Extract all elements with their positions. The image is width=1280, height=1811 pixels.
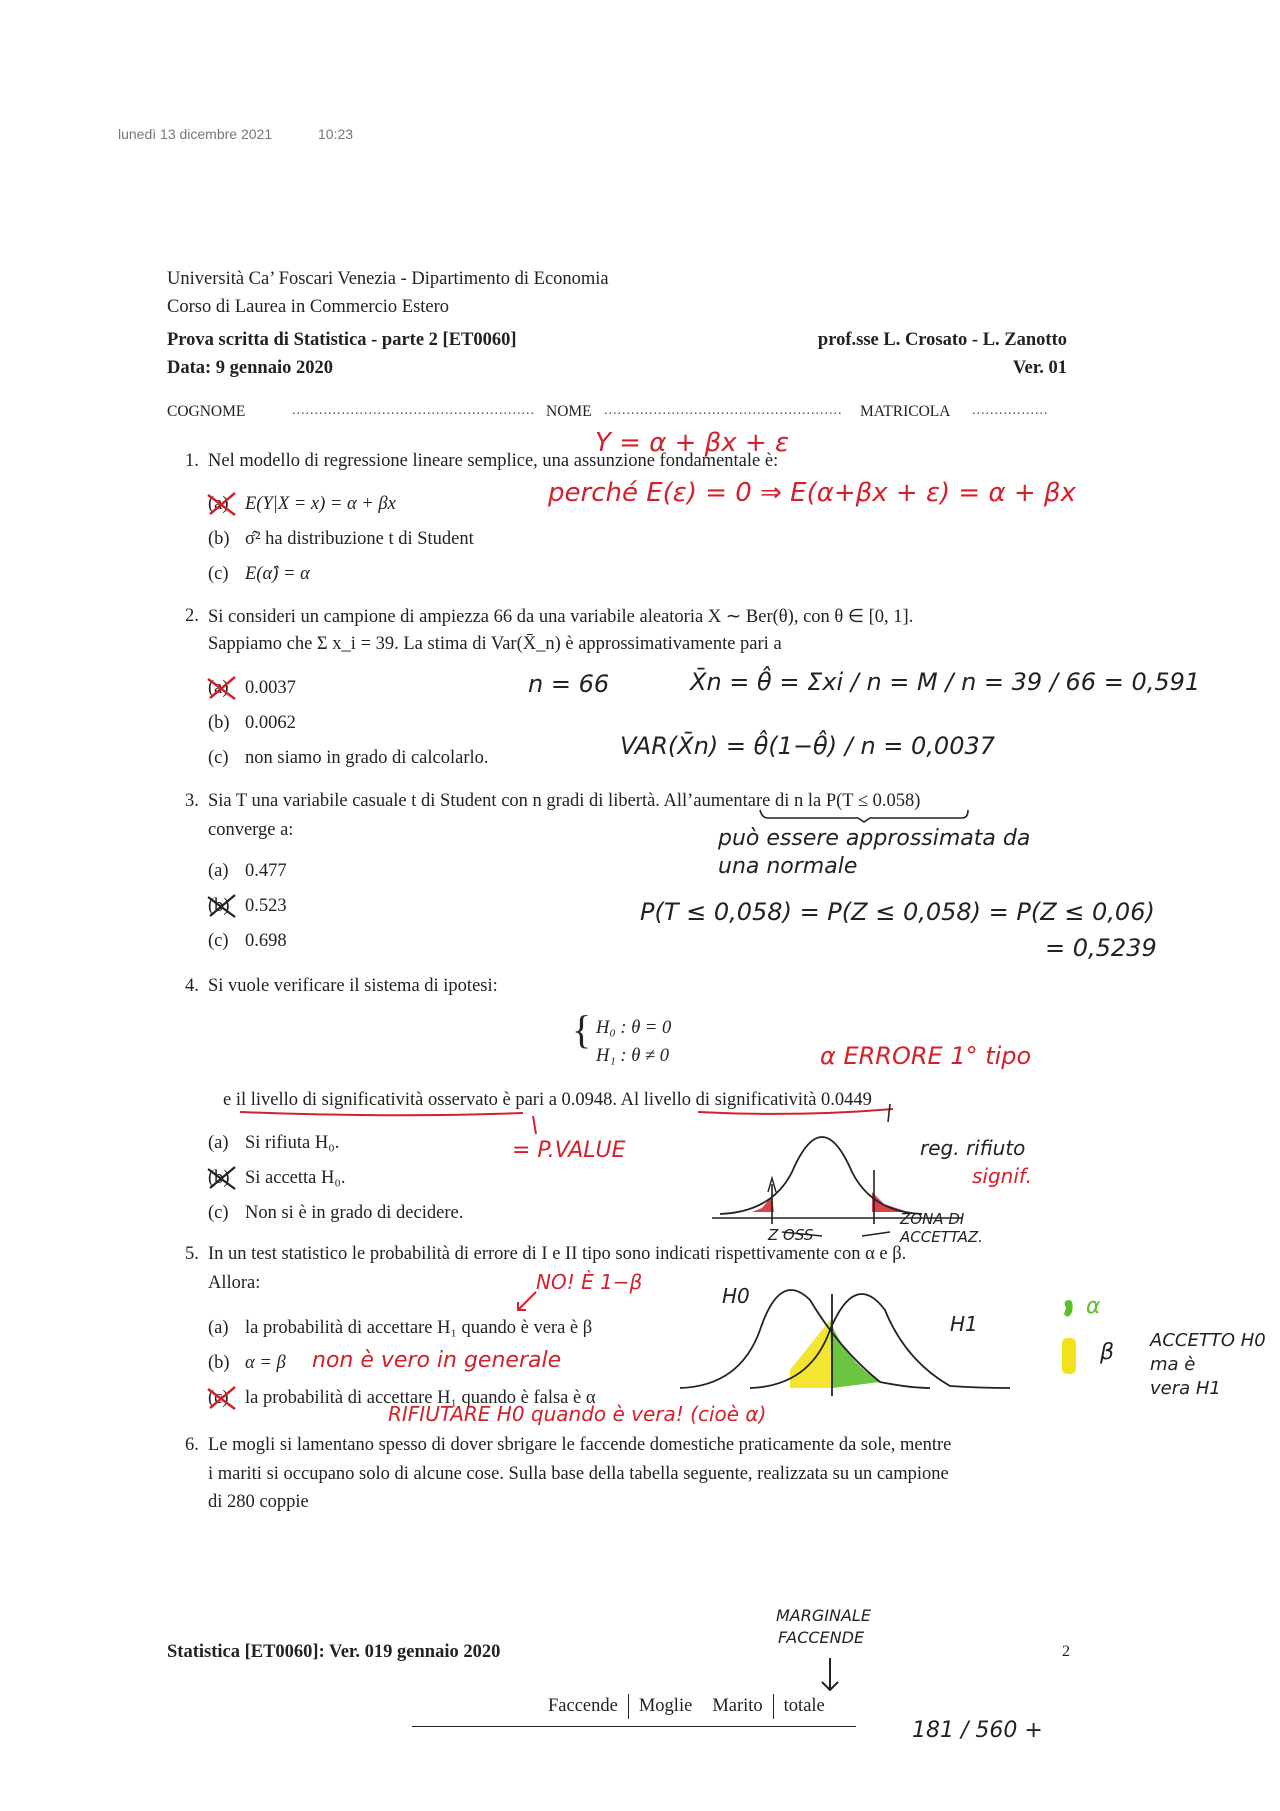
q6-text: Le mogli si lamentano spesso di dover sbrigare le faccende domestiche praticamente da sole, mentre [208, 1435, 952, 1455]
table-header-totale: totale [783, 1696, 825, 1716]
q1-model-note: Y = α + βx + ε [595, 428, 789, 458]
course-line: Corso di Laurea in Commercio Estero [167, 297, 450, 317]
note-date: lunedì 13 dicembre 2021 [118, 126, 273, 142]
q1-option-b-label: (b) [208, 529, 230, 549]
nome-dots: ..................................................... [604, 403, 843, 418]
q4-text: Si vuole verificare il sistema di ipotesi: [208, 976, 498, 996]
note-time: 10:23 [318, 126, 354, 142]
q2-answer-cross-icon [205, 674, 239, 702]
q5-text2: Allora: [208, 1273, 261, 1293]
q4-brace: { [572, 1007, 592, 1052]
q5-option-b: α = β [245, 1353, 286, 1373]
q3-text: Sia T una variabile casuale t di Student con n gradi di libertà. All’aumentare di n la P(T ≤ 0.058) [208, 791, 921, 811]
q4-option-b: Si accetta H₀. [245, 1168, 346, 1188]
q6-text2: i mariti si occupano solo di alcune cose. Sulla base della tabella seguente, realizzata su un campione [208, 1464, 949, 1484]
q4-h0: H₀ : θ = 0 [596, 1018, 672, 1038]
down-arrow-icon [818, 1656, 842, 1696]
table-header-marito: Marito [702, 1694, 773, 1719]
q5-alpha-label: α [1086, 1294, 1101, 1319]
footer-page: 2 [1062, 1643, 1070, 1660]
q4-reg1-note: reg. rifiuto [920, 1136, 1026, 1160]
table-header-faccende: Faccende [538, 1694, 628, 1719]
q4-accettaz-note: ACCETTAZ. [900, 1228, 983, 1246]
q2-option-c-label: (c) [208, 748, 229, 768]
marg1-note: MARGINALE [776, 1606, 871, 1625]
q2-number: 2. [185, 606, 199, 626]
q4-zoss-note: Z OSS [768, 1226, 814, 1244]
q5-option-a: la probabilità di accettare H₁ quando è vera è β [245, 1318, 593, 1338]
q3-note2: una normale [718, 854, 858, 879]
q4-pvalue-note: = P.VALUE [512, 1138, 626, 1163]
q4-reg2-note: signif. [972, 1164, 1032, 1188]
q4-h1: H₁ : θ ≠ 0 [596, 1046, 669, 1066]
table-rule [412, 1726, 856, 1727]
q4-option-a-label: (a) [208, 1133, 229, 1153]
q4-option-c-label: (c) [208, 1203, 229, 1223]
q2-text2: Sappiamo che Σ x_i = 39. La stima di Var(X̄_n) è approssimativamente pari a [208, 634, 782, 654]
q1-option-c-label: (c) [208, 564, 229, 584]
q1-answer-cross-icon [205, 490, 239, 518]
q2-option-a-label: (a) [208, 678, 229, 698]
q2-mean-note: X̄n = θ̂ = Σxi / n = M / n = 39 / 66 = 0,591 [690, 668, 1201, 696]
q2-text: Si consideri un campione di ampiezza 66 da una variabile aleatoria X ∼ Ber(θ), con θ ∈ [0, 1]. [208, 607, 914, 627]
matricola-label: MATRICOLA [860, 403, 951, 420]
q4-number: 4. [185, 976, 199, 996]
q5-option-c-label: (c) [208, 1388, 229, 1408]
q5-acc3-note: vera H1 [1150, 1378, 1221, 1399]
professors: prof.sse L. Crosato - L. Zanotto [817, 330, 1067, 350]
q6-text3: di 280 coppie [208, 1492, 309, 1512]
q5-option-a-label: (a) [208, 1318, 229, 1338]
q4-option-a: Si rifiuta H₀. [245, 1133, 340, 1153]
q5-answer-cross-icon [205, 1384, 239, 1412]
q5-two-curves-sketch [680, 1270, 1040, 1410]
q3-option-b: 0.523 [245, 896, 287, 916]
cognome-dots: ...................................................... [292, 403, 535, 418]
q2-option-b: 0.0062 [245, 713, 296, 733]
q1-reason-note: perché E(ε) = 0 ⇒ E(α+βx + ε) = α + βx [548, 478, 1076, 508]
exam-title: Prova scritta di Statistica - parte 2 [ET0060] [167, 330, 517, 350]
q3-number: 3. [185, 791, 199, 811]
q3-calc-note: P(T ≤ 0,058) = P(Z ≤ 0,058) = P(Z ≤ 0,06) [640, 898, 1155, 926]
q5-no-note: NO! È 1−β [536, 1270, 643, 1294]
university-line: Università Ca’ Foscari Venezia - Dipartimento di Economia [167, 269, 609, 289]
q1-text: Nel modello di regressione lineare semplice, una assunzione fondamentale è: [208, 451, 779, 471]
q5-acc1-note: ACCETTO H0 [1150, 1330, 1266, 1351]
q3-underline-brace [758, 808, 970, 822]
faccende-table [412, 1694, 856, 1719]
q2-option-c: non siamo in grado di calcolarlo. [245, 748, 489, 768]
q1-number: 1. [185, 451, 199, 471]
marg-calc-note: 181 / 560 + [912, 1718, 1043, 1743]
q1-option-c: E(α̂) = α [245, 564, 310, 584]
q3-option-c: 0.698 [245, 931, 287, 951]
q4-option-c: Non si è in grado di decidere. [245, 1203, 464, 1223]
matricola-dots: ................. [972, 403, 1049, 418]
q2-var-note: VAR(X̄n) = θ̂(1−θ̂) / n = 0,0037 [620, 732, 995, 760]
q1-option-a-label: (a) [208, 494, 229, 514]
q5-h0-label: H0 [722, 1284, 750, 1308]
q2-option-b-label: (b) [208, 713, 230, 733]
q3-answer-cross-icon [205, 892, 239, 920]
cognome-label: COGNOME [167, 403, 246, 420]
q3-result-note: = 0,5239 [1045, 934, 1157, 962]
q1-option-a: E(Y|X = x) = α + βx [245, 494, 396, 514]
footer-left: Statistica [ET0060]: Ver. 019 gennaio 2020 [167, 1642, 501, 1662]
q3-note1: può essere approssimata da [718, 826, 1031, 851]
q5-h1-label: H1 [950, 1312, 978, 1336]
q4-alpha-note: α ERRORE 1° tipo [820, 1042, 1032, 1070]
q5-beta-label: β [1100, 1340, 1115, 1365]
q4-text2: e il livello di significatività osservato è pari a 0.0948. Al livello di significatività 0.0449 [223, 1090, 872, 1110]
q3-option-c-label: (c) [208, 931, 229, 951]
q5-c-note: RIFIUTARE H0 quando è vera! (cioè α) [388, 1402, 767, 1426]
table-header-moglie: Moglie [638, 1696, 693, 1716]
marg2-note: FACCENDE [778, 1628, 865, 1647]
nome-label: NOME [546, 403, 592, 420]
q4-zona-note: ZONA DI [900, 1210, 965, 1228]
q5-arrow-icon [512, 1290, 542, 1314]
q3-option-b-label: (b) [208, 896, 230, 916]
q5-option-c: la probabilità di accettare H₁ quando è falsa è α [245, 1388, 596, 1408]
version: Ver. 01 [1012, 358, 1067, 378]
q6-number: 6. [185, 1435, 199, 1455]
q5-b-note: non è vero in generale [312, 1348, 562, 1373]
q4-answer-cross-icon [205, 1164, 239, 1192]
q3-text2: converge a: [208, 820, 294, 840]
q3-option-a-label: (a) [208, 861, 229, 881]
q1-option-b: σ̂² ha distribuzione t di Student [245, 529, 474, 549]
q5-option-b-label: (b) [208, 1353, 230, 1373]
q5-acc2-note: ma è [1150, 1354, 1196, 1375]
q4-option-b-label: (b) [208, 1168, 230, 1188]
q3-option-a: 0.477 [245, 861, 287, 881]
q2-n-note: n = 66 [528, 670, 610, 698]
q2-option-a: 0.0037 [245, 678, 296, 698]
q5-text: In un test statistico le probabilità di errore di I e II tipo sono indicati rispettivamente con α e β. [208, 1244, 907, 1264]
q5-number: 5. [185, 1244, 199, 1264]
exam-date: Data: 9 gennaio 2020 [167, 358, 333, 378]
